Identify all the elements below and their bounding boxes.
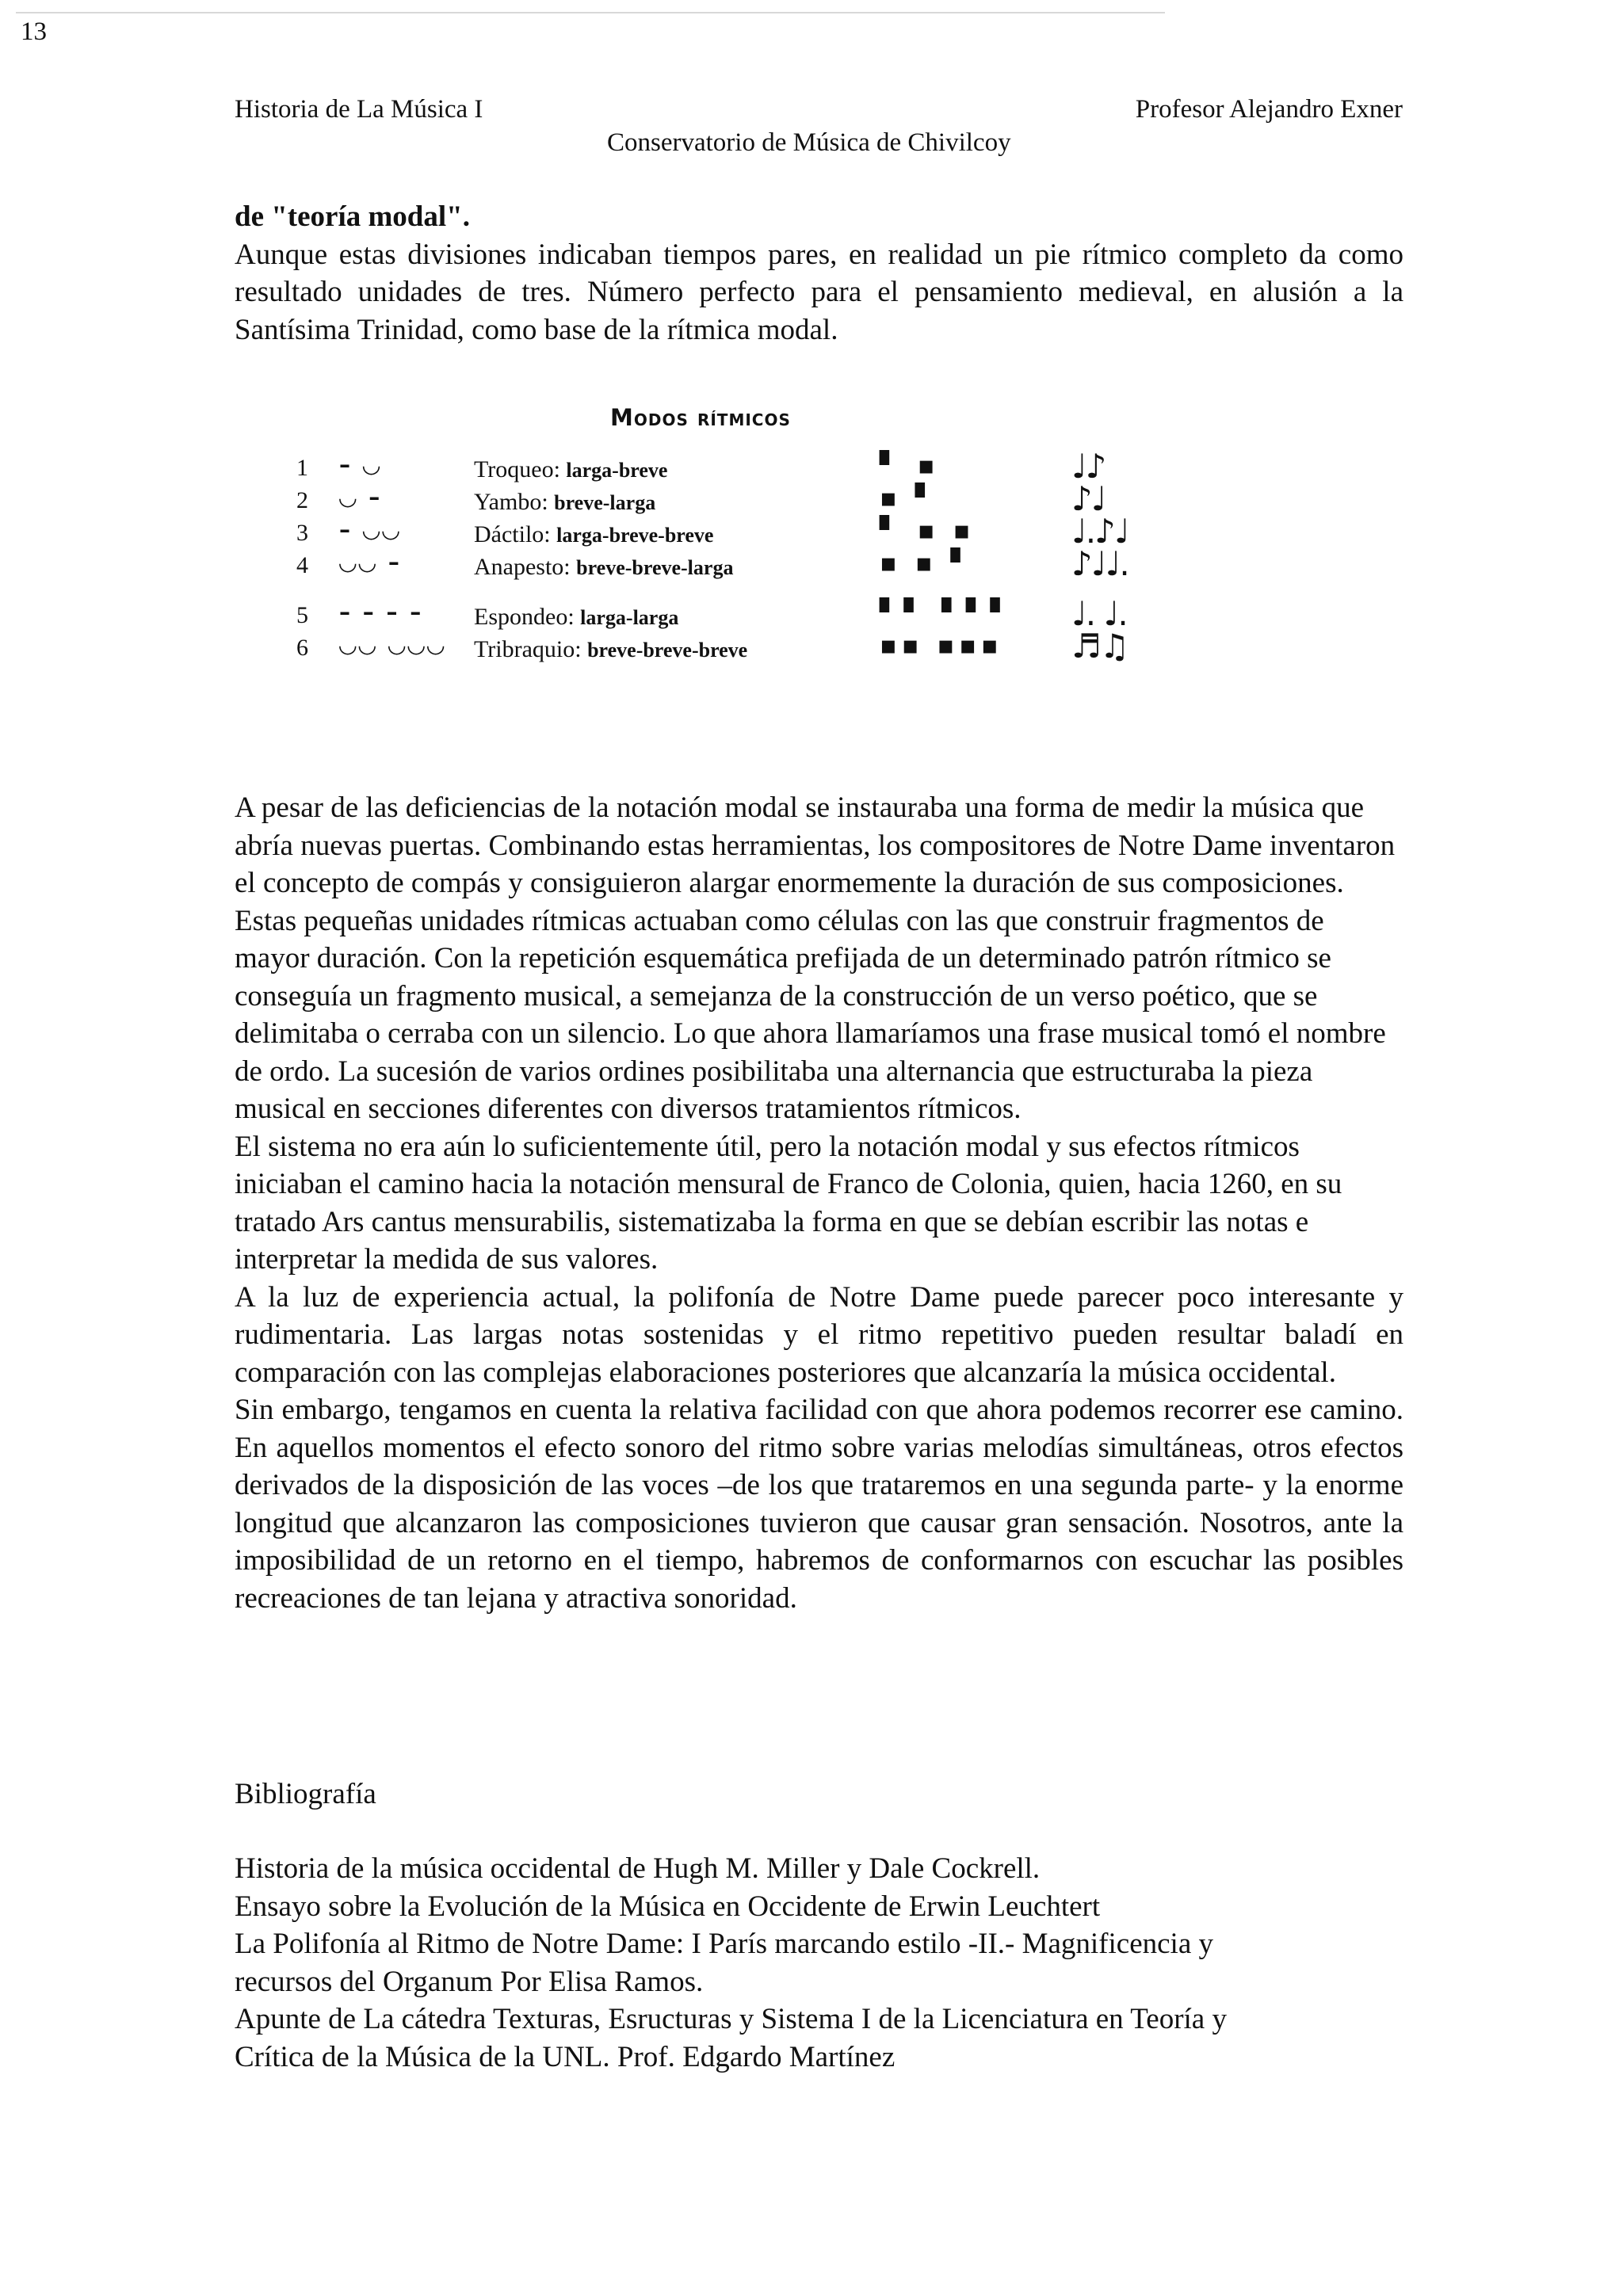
- mode-row: [293, 447, 1149, 486]
- mode-meter-symbols: ◡◡ ◡◡◡: [339, 631, 447, 658]
- mode-row: [293, 479, 1149, 519]
- mode-name-label: Anapesto:: [474, 554, 577, 580]
- mode-description: breve-breve-breve: [587, 639, 748, 662]
- bibliography-entry: Ensayo sobre la Evolución de la Música en Occidente de Erwin Leuchtert: [235, 1890, 1101, 1923]
- rhythmic-modes-figure: [293, 404, 1149, 689]
- mode-neume-notation: ▘▘ ▘▘▘: [880, 597, 1015, 627]
- mode-number: 4: [296, 552, 308, 578]
- mode-modern-notation: ♩♪: [1071, 447, 1106, 486]
- mode-name-label: Tribraquio:: [474, 636, 588, 662]
- mode-description: larga-larga: [580, 606, 679, 629]
- mode-number: 1: [296, 455, 308, 481]
- bibliography-list: [235, 1850, 1403, 2076]
- header-institution: Conservatorio de Música de Chivilcoy: [607, 128, 1011, 157]
- mode-name: [474, 554, 733, 581]
- bibliography-entry: Apunte de La cátedra Texturas, Esructuras y Sistema I de la Licenciatura en Teoría y: [235, 2003, 1227, 2035]
- mode-row: [293, 627, 1149, 666]
- mode-name-label: Yambo:: [474, 489, 555, 515]
- mode-name: [474, 604, 678, 631]
- paragraph-mensural: El sistema no era aún lo suficientemente útil, pero la notación modal y sus efectos rítmicos iniciaban el camino hacia la notación mensural de Franco de Colonia, quien, hacia 1260, en su tratado Ars cantus mensurabilis, sistematizaba la forma en que se debían escribir las notas e interpretar la medida de sus valores.: [235, 1130, 1342, 1276]
- bibliography-entry: recursos del Organum Por Elisa Ramos.: [235, 1965, 704, 1998]
- mode-description: larga-breve: [566, 459, 668, 482]
- mode-name-label: Dáctilo:: [474, 521, 557, 547]
- mode-modern-notation: ♩. ♩.: [1071, 594, 1127, 633]
- mode-row: [293, 544, 1149, 584]
- mode-name: [474, 521, 713, 548]
- mode-description: larga-breve-breve: [556, 524, 714, 547]
- bibliography-entry: Crítica de la Música de la UNL. Prof. Edgardo Martínez: [235, 2040, 896, 2073]
- paragraph-conclusion: Sin embargo, tengamos en cuenta la relativa facilidad con que ahora podemos recorrer ese camino. En aquellos momentos el efecto sonoro del ritmo sobre varias melodías simultáneas, otros efectos derivados de la disposición de las voces –de los que trataremos en una segunda parte- y la enorme longitud que alcanzaron las composiciones tuvieron que causar gran sensación. Nosotros, ante la imposibilidad de un retorno en el tiempo, habremos de conformarnos con escuchar las posibles recreaciones de tan lejana y atractiva sonoridad.: [235, 1394, 1403, 1615]
- mode-description: breve-larga: [554, 491, 656, 514]
- mode-neume-notation: ▪ ▘: [880, 482, 940, 513]
- mode-modern-notation: ♬♫: [1071, 627, 1128, 666]
- mode-modern-notation: ♩.♪♩: [1071, 512, 1128, 551]
- mode-name: [474, 489, 655, 516]
- mode-number: 2: [296, 487, 308, 513]
- mode-name-label: Troqueo:: [474, 456, 567, 482]
- mode-meter-symbols: – ◡◡: [339, 517, 402, 543]
- mode-number: 5: [296, 602, 308, 628]
- mode-description: breve-breve-larga: [576, 556, 734, 579]
- modes-title: Modos rítmicos: [610, 404, 791, 431]
- header-course: Historia de La Música I: [235, 95, 483, 124]
- mode-name: [474, 456, 667, 483]
- mode-neume-notation: ▘ ▪ ▪: [880, 515, 976, 545]
- mode-row: [293, 594, 1149, 634]
- mode-row: [293, 512, 1149, 551]
- mode-number: 6: [296, 635, 308, 661]
- paragraph-notation-modal: A pesar de las deficiencias de la notación modal se instauraba una forma de medir la música que abría nuevas puertas. Combinando estas herramientas, los compositores de Notre Dame inventaron el concepto de compás y consiguieron alargar enormemente la duración de sus composiciones. Estas pequeñas unidades rítmicas actuaban como células con las que construir fragmentos de mayor duración. Con la repetición esquemática prefijada de un determinado patrón rítmico se conseguía un fragmento musical, a semejanza de la construcción de un verso poético, que se delimitaba o cerraba con un silencio. Lo que ahora llamaríamos una frase musical tomó el nombre de ordo. La sucesión de varios ordines posibilitaba una alternancia que estructuraba la pieza musical en secciones diferentes con diversos tratamientos rítmicos.: [235, 791, 1396, 1125]
- mode-neume-notation: ▘ ▪: [880, 450, 940, 480]
- intro-section: [235, 198, 1403, 349]
- bibliography-entry: Historia de la música occidental de Hugh M. Miller y Dale Cockrell.: [235, 1852, 1041, 1885]
- mode-meter-symbols: ◡ –: [339, 484, 383, 510]
- intro-heading: de "teoría modal".: [235, 200, 470, 233]
- mode-name-label: Espondeo:: [474, 604, 581, 630]
- mode-modern-notation: ♪♩: [1071, 479, 1106, 518]
- mode-meter-symbols: – – – –: [339, 599, 424, 625]
- mode-name: [474, 636, 747, 663]
- bibliography-entry: La Polifonía al Ritmo de Notre Dame: I París marcando estilo -II.- Magnificencia y: [235, 1928, 1214, 1960]
- mode-meter-symbols: ◡◡ –: [339, 549, 402, 575]
- mode-neume-notation: ▪▪ ▪▪▪: [880, 630, 1003, 660]
- header-professor: Profesor Alejandro Exner: [1135, 95, 1403, 124]
- intro-paragraph: Aunque estas divisiones indicaban tiempos pares, en realidad un pie rítmico completo da como resultado unidades de tres. Número perfecto para el pensamiento medieval, en alusión a la Santísima Trinidad, como base de la rítmica modal.: [235, 238, 1403, 346]
- mode-neume-notation: ▪ ▪ ▘: [880, 547, 976, 578]
- mode-number: 3: [296, 520, 308, 546]
- top-rule: [16, 12, 1165, 13]
- page-number: 13: [21, 17, 47, 46]
- main-text: [235, 789, 1403, 1617]
- paragraph-experience: A la luz de experiencia actual, la polifonía de Notre Dame puede parecer poco interesante y rudimentaria. Las largas notas sostenidas y el ritmo repetitivo pueden resultar baladí en comparación con las complejas elaboraciones posteriores que alcanzaría la música occidental.: [235, 1280, 1403, 1389]
- bibliography-heading: Bibliografía: [235, 1778, 376, 1810]
- mode-meter-symbols: – ◡: [339, 452, 383, 478]
- mode-modern-notation: ♪♩♩.: [1071, 544, 1128, 583]
